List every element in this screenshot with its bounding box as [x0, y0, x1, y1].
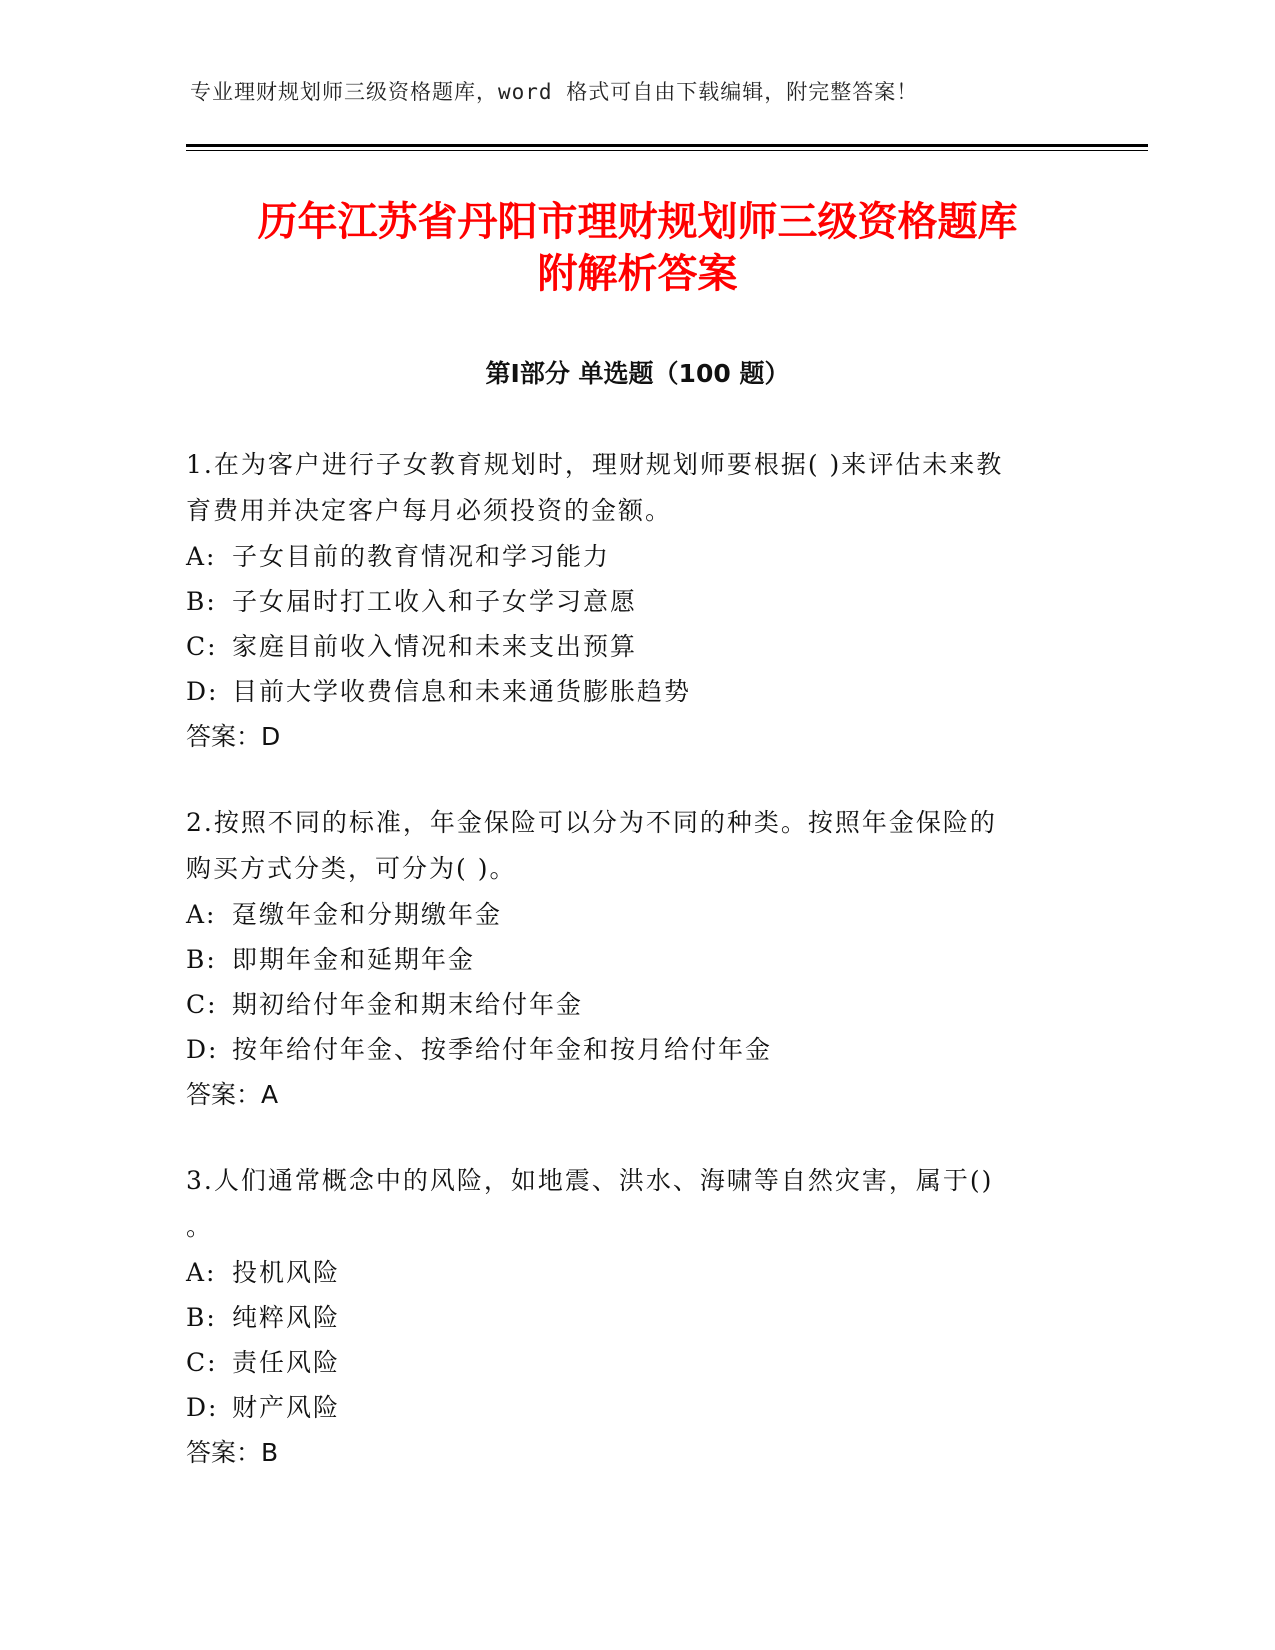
option-b — [186, 579, 1086, 624]
option-key: B: — [186, 1303, 217, 1332]
header-rule-thick — [186, 144, 1148, 147]
option-d — [186, 1385, 1086, 1430]
option-a — [186, 1250, 1086, 1295]
option-text: 子女目前的教育情况和学习能力 — [232, 542, 611, 571]
option-c — [186, 1340, 1086, 1385]
option-text: 投机风险 — [232, 1258, 341, 1287]
question-stem — [186, 800, 1086, 892]
question-stem-line-1: 2.按照不同的标准，年金保险可以分为不同的种类。按照年金保险的 — [186, 808, 997, 837]
option-d — [186, 1027, 1086, 1072]
question-list — [186, 442, 1086, 1516]
answer-line: 答案：D — [186, 722, 281, 751]
document-title — [0, 196, 1275, 300]
option-key: A: — [186, 900, 217, 929]
option-text: 目前大学收费信息和未来通货膨胀趋势 — [232, 677, 692, 706]
question-stem — [186, 442, 1086, 534]
option-key: C: — [186, 990, 218, 1019]
option-key: D: — [186, 1035, 219, 1064]
document-title-line-1: 历年江苏省丹阳市理财规划师三级资格题库 — [257, 199, 1018, 245]
option-text: 按年给付年金、按季给付年金和按月给付年金 — [232, 1035, 773, 1064]
option-text: 纯粹风险 — [232, 1303, 341, 1332]
question-1 — [186, 442, 1086, 760]
question-stem — [186, 1158, 1086, 1250]
option-text: 即期年金和延期年金 — [232, 945, 476, 974]
option-d — [186, 669, 1086, 714]
option-key: B: — [186, 945, 217, 974]
option-key: B: — [186, 587, 217, 616]
option-key: D: — [186, 1393, 219, 1422]
answer-line: 答案：B — [186, 1438, 279, 1467]
question-stem-line-2: 育费用并决定客户每月必须投资的金额。 — [186, 496, 673, 525]
question-stem-line-1: 3.人们通常概念中的风险，如地震、洪水、海啸等自然灾害，属于() — [186, 1166, 994, 1195]
section-title: 第Ⅰ部分 单选题（100 题） — [485, 359, 790, 388]
header-rule-thin — [186, 150, 1148, 151]
option-key: A: — [186, 542, 217, 571]
option-a — [186, 534, 1086, 579]
option-key: C: — [186, 1348, 218, 1377]
option-text: 财产风险 — [232, 1393, 341, 1422]
question-2 — [186, 800, 1086, 1118]
document-title-line-2: 附解析答案 — [537, 251, 738, 297]
question-stem-line-1: 1.在为客户进行子女教育规划时，理财规划师要根据( )来评估未来教 — [186, 450, 1004, 479]
header-note: 专业理财规划师三级资格题库，word 格式可自由下载编辑，附完整答案！ — [190, 80, 919, 104]
option-key: C: — [186, 632, 218, 661]
question-stem-line-2: 购买方式分类，可分为( )。 — [186, 854, 517, 883]
question-stem-line-2: 。 — [186, 1212, 214, 1241]
option-text: 期初给付年金和期末给付年金 — [232, 990, 584, 1019]
option-b — [186, 937, 1086, 982]
option-text: 责任风险 — [232, 1348, 341, 1377]
option-text: 趸缴年金和分期缴年金 — [232, 900, 503, 929]
option-key: D: — [186, 677, 219, 706]
answer-line: 答案：A — [186, 1080, 279, 1109]
option-a — [186, 892, 1086, 937]
option-text: 子女届时打工收入和子女学习意愿 — [232, 587, 638, 616]
option-text: 家庭目前收入情况和未来支出预算 — [232, 632, 638, 661]
option-key: A: — [186, 1258, 217, 1287]
question-3 — [186, 1158, 1086, 1476]
option-c — [186, 982, 1086, 1027]
option-b — [186, 1295, 1086, 1340]
option-c — [186, 624, 1086, 669]
